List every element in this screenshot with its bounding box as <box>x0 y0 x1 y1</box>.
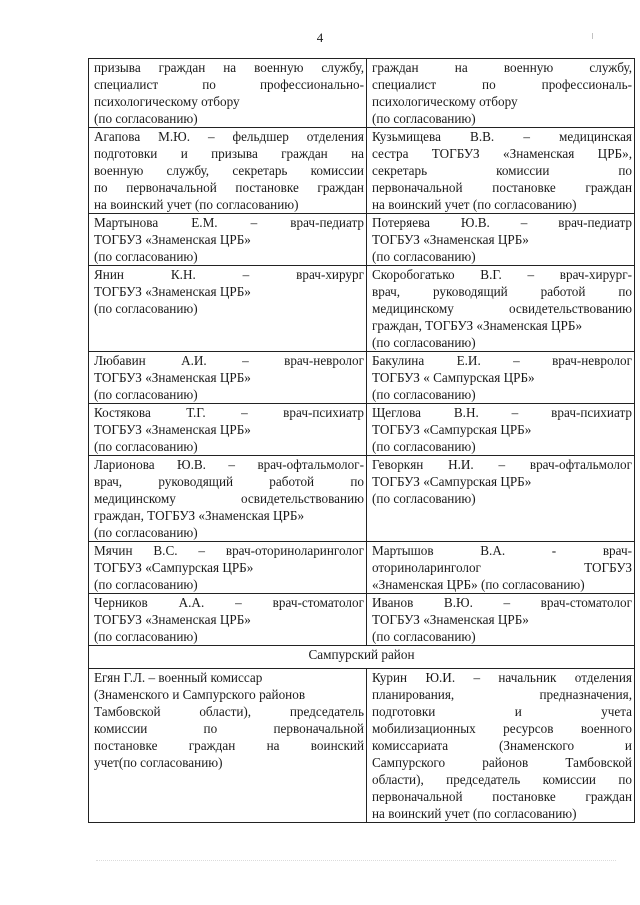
member-text-line: учет(по согласованию) <box>94 755 223 770</box>
member-text-line: (по согласованию) <box>372 387 476 402</box>
member-text-line: на воинский учет (по согласованию) <box>372 806 577 821</box>
table-row <box>89 352 635 404</box>
member-cell-right <box>367 128 635 214</box>
member-text-line: Любавин А.И. – врач-невролог <box>94 353 364 368</box>
table-row <box>89 542 635 594</box>
section-title: Сампурский район <box>89 646 635 669</box>
member-text-line: секретарь комиссии по <box>372 163 632 178</box>
member-text-line: медицинскому освидетельствованию <box>94 491 364 506</box>
member-text-line: по первоначальной постановке граждан <box>94 180 364 195</box>
member-text-line: Щеглова В.Н. – врач-психиатр <box>372 405 632 420</box>
member-text-line: комиссариата (Знаменского и <box>372 738 632 753</box>
table-row <box>89 456 635 542</box>
member-cell-right <box>367 59 635 128</box>
commission-members-table <box>88 58 635 823</box>
member-text-line: оториноларинголог ТОГБУЗ <box>372 560 632 575</box>
member-cell-right <box>367 542 635 594</box>
member-cell-left <box>89 404 367 456</box>
member-text-line: (по согласованию) <box>372 439 476 454</box>
member-text-line: области), председатель комиссии по <box>372 772 632 787</box>
member-text-line: подготовки и учета <box>372 704 632 719</box>
member-text-line: (по согласованию) <box>94 249 198 264</box>
table-row <box>89 594 635 646</box>
member-cell-right <box>367 266 635 352</box>
table-row <box>89 59 635 128</box>
member-text-line: Бакулина Е.И. – врач-невролог <box>372 353 632 368</box>
member-text-line: Тамбовской области), председатель <box>94 704 364 719</box>
member-text-line: ТОГБУЗ «Сампурская ЦРБ» <box>94 560 254 575</box>
member-cell-left <box>89 59 367 128</box>
member-text-line: Черников А.А. – врач-стоматолог <box>94 595 364 610</box>
table-row <box>89 214 635 266</box>
member-text-line: Скоробогатько В.Г. – врач-хирург- <box>372 267 632 282</box>
member-cell-left <box>89 352 367 404</box>
member-text-line: Иванов В.Ю. – врач-стоматолог <box>372 595 632 610</box>
member-text-line: «Знаменская ЦРБ» (по согласованию) <box>372 577 585 592</box>
member-text-line: ТОГБУЗ « Сампурская ЦРБ» <box>372 370 535 385</box>
member-text-line: сестра ТОГБУЗ «Знаменская ЦРБ», <box>372 146 632 161</box>
member-text-line: первоначальной постановке граждан <box>372 789 632 804</box>
member-text-line: Мартынова Е.М. – врач-педиатр <box>94 215 364 230</box>
member-cell-right <box>367 594 635 646</box>
member-text-line: Геворкян Н.И. – врач-офтальмолог <box>372 457 632 472</box>
member-text-line: Кузьмищева В.В. – медицинская <box>372 129 632 144</box>
member-cell-right <box>367 214 635 266</box>
member-text-line: граждан, ТОГБУЗ «Знаменская ЦРБ» <box>372 318 583 333</box>
member-text-line: призыва граждан на военную службу, <box>94 60 364 75</box>
member-cell-right <box>367 404 635 456</box>
member-text-line: врач, руководящий работой по <box>94 474 364 489</box>
member-text-line: Костякова Т.Г. – врач-психиатр <box>94 405 364 420</box>
member-cell-left <box>89 669 367 823</box>
member-text-line: ТОГБУЗ «Знаменская ЦРБ» <box>94 232 251 247</box>
member-cell-left <box>89 266 367 352</box>
section-header-row <box>89 646 635 669</box>
member-text-line: Ларионова Ю.В. – врач-офтальмолог- <box>94 457 364 472</box>
table-body <box>89 59 635 823</box>
member-cell-left <box>89 214 367 266</box>
member-text-line: Потеряева Ю.В. – врач-педиатр <box>372 215 632 230</box>
member-text-line: планирования, предназначения, <box>372 687 632 702</box>
table-row <box>89 669 635 823</box>
member-text-line: ТОГБУЗ «Сампурская ЦРБ» <box>372 422 532 437</box>
table-row <box>89 128 635 214</box>
member-text-line: Сампурского районов Тамбовской <box>372 755 632 770</box>
member-text-line: (по согласованию) <box>94 301 198 316</box>
page-number: 4 <box>316 30 324 45</box>
scan-artifact-line <box>96 860 616 862</box>
member-text-line: ТОГБУЗ «Знаменская ЦРБ» <box>372 612 529 627</box>
member-cell-right <box>367 456 635 542</box>
member-text-line: ТОГБУЗ «Знаменская ЦРБ» <box>94 284 251 299</box>
member-text-line: психологическому отбору <box>372 94 518 109</box>
member-text-line: Курин Ю.И. – начальник отделения <box>372 670 632 685</box>
member-text-line: (по согласованию) <box>372 111 476 126</box>
member-text-line: мобилизационных ресурсов военного <box>372 721 632 736</box>
member-text-line: (по согласованию) <box>94 439 198 454</box>
member-text-line: (по согласованию) <box>94 629 198 644</box>
member-text-line: подготовки и призыва граждан на <box>94 146 364 161</box>
table-row <box>89 404 635 456</box>
member-text-line: ТОГБУЗ «Знаменская ЦРБ» <box>94 612 251 627</box>
member-cell-left <box>89 128 367 214</box>
member-cell-right <box>367 669 635 823</box>
table-row <box>89 266 635 352</box>
member-text-line: ТОГБУЗ «Знаменская ЦРБ» <box>372 232 529 247</box>
member-text-line: Мячин В.С. – врач-оториноларинголог <box>94 543 364 558</box>
member-text-line: специалист по профессиональ- <box>372 77 632 92</box>
member-cell-right <box>367 352 635 404</box>
member-text-line: на воинский учет (по согласованию) <box>94 197 299 212</box>
member-text-line: (по согласованию) <box>94 525 198 540</box>
member-text-line: психологическому отбору <box>94 94 240 109</box>
member-text-line: ТОГБУЗ «Знаменская ЦРБ» <box>94 370 251 385</box>
member-text-line: (по согласованию) <box>94 387 198 402</box>
member-text-line: комиссии по первоначальной <box>94 721 364 736</box>
member-text-line: Мартышов В.А. - врач- <box>372 543 632 558</box>
scan-corner-mark <box>592 33 597 39</box>
member-text-line: ТОГБУЗ «Знаменская ЦРБ» <box>94 422 251 437</box>
member-cell-left <box>89 456 367 542</box>
member-text-line: медицинскому освидетельствованию <box>372 301 632 316</box>
member-text-line: первоначальной постановке граждан <box>372 180 632 195</box>
member-text-line: граждан, ТОГБУЗ «Знаменская ЦРБ» <box>94 508 305 523</box>
member-text-line: (по согласованию) <box>372 629 476 644</box>
member-text-line: ТОГБУЗ «Сампурская ЦРБ» <box>372 474 532 489</box>
member-text-line: (по согласованию) <box>372 491 476 506</box>
member-text-line: врач, руководящий работой по <box>372 284 632 299</box>
member-text-line: Янин К.Н. – врач-хирург <box>94 267 364 282</box>
member-cell-left <box>89 542 367 594</box>
member-text-line: (по согласованию) <box>94 577 198 592</box>
member-text-line: (по согласованию) <box>94 111 198 126</box>
member-text-line: (по согласованию) <box>372 249 476 264</box>
member-text-line: (по согласованию) <box>372 335 476 350</box>
member-cell-left <box>89 594 367 646</box>
member-text-line: постановке граждан на воинский <box>94 738 364 753</box>
member-text-line: военную службу, секретарь комиссии <box>94 163 364 178</box>
member-text-line: граждан на военную службу, <box>372 60 632 75</box>
member-text-line: Агапова М.Ю. – фельдшер отделения <box>94 129 364 144</box>
member-text-line: специалист по профессионально- <box>94 77 364 92</box>
member-text-line: на воинский учет (по согласованию) <box>372 197 577 212</box>
member-text-line: (Знаменского и Сампурского районов <box>94 687 306 702</box>
member-text-line: Егян Г.Л. – военный комиссар <box>94 670 263 685</box>
